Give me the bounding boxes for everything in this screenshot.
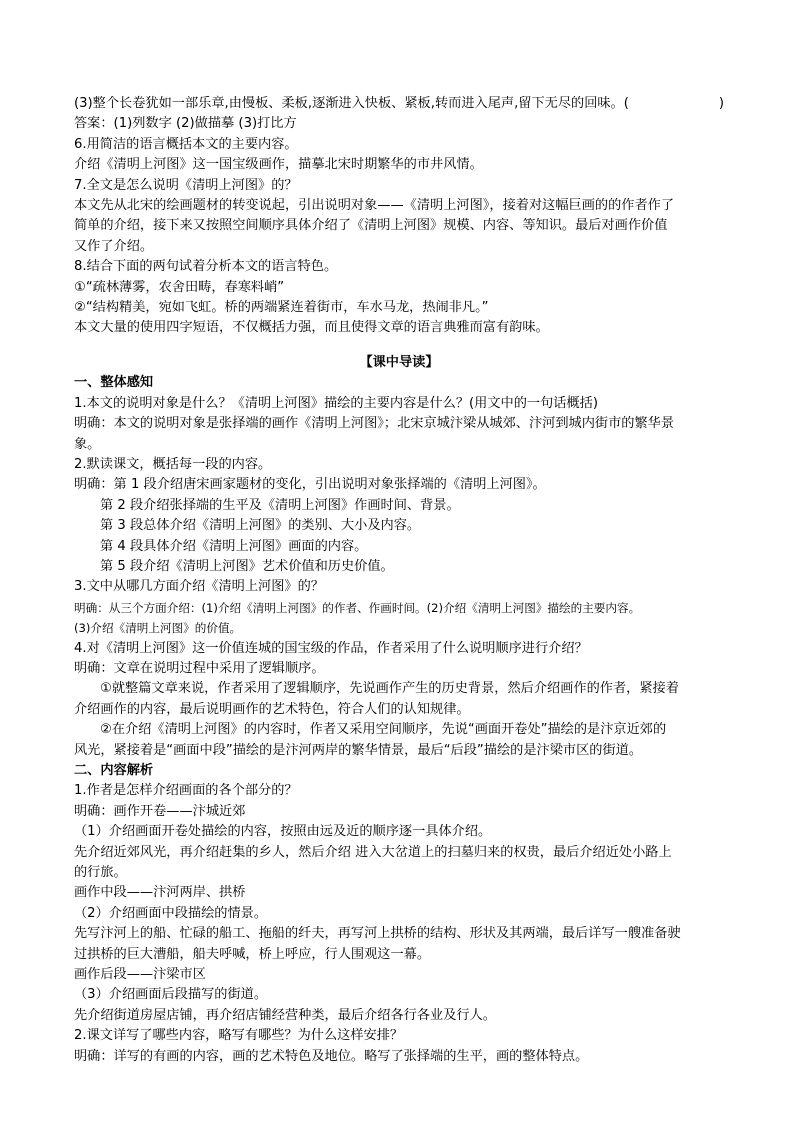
part-1-answer-line: 介绍画作的内容，最后说明画作的艺术特色，符合人们的认知规律。	[74, 701, 470, 717]
answer-line: 答案：(1)列数字 (2)做描摹 (3)打比方	[74, 116, 297, 132]
part-2-question-1: 1.作者是怎样介绍画面的各个部分的？	[74, 783, 298, 799]
part-1-answer-line: 第 5 段介绍《清明上河图》艺术价值和历史价值。	[100, 558, 394, 574]
part-2-answer-line: （1）介绍画面开卷处描绘的内容，按照由远及近的顺序逐一具体介绍。	[74, 824, 492, 840]
question-8-sentence-1: ①“疏林薄雾，农舍田畴，春寒料峭”	[74, 279, 285, 295]
part-1-answer-line: 明确：文章在说明过程中采用了逻辑顺序。	[74, 660, 325, 676]
part-1-answer-line: 第 3 段总体介绍《清明上河图》的类别、大小及内容。	[100, 518, 421, 534]
question-8: 8.结合下面的两句试着分析本文的语言特色。	[74, 259, 338, 275]
part-1-answer-line: 第 2 段介绍张择端的生平及《清明上河图》作画时间、背景。	[100, 497, 460, 513]
question-7-answer-line: 简单的介绍，接下来又按照空间顺序具体介绍了《清明上河图》规模、内容、等知识。最后对画作价值	[74, 218, 668, 234]
part-1-answer-line: (3)介绍《清明上河图》的价值。	[74, 621, 242, 636]
part-2-answer-line: 画作中段——汴河两岸、拱桥	[74, 885, 246, 901]
part-2-question-2: 2.课文详写了哪些内容，略写有哪些？为什么这样安排？	[74, 1028, 404, 1044]
question-7-answer-line: 本文先从北宋的绘画题材的转变说起，引出说明对象——《清明上河图》，接着对这幅巨画的的作者作了	[74, 198, 675, 214]
part-2-answer-line: 先介绍近郊风光，再介绍赶集的乡人，然后介绍 进入大岔道上的扫墓归来的权贵，最后介绍近处小路上	[74, 844, 672, 860]
part-2-answer-line: （2）介绍画面中段描绘的情景。	[74, 905, 268, 921]
answer-blank: )	[718, 96, 724, 111]
part-2-heading: 二、内容解析	[74, 763, 154, 778]
part-2-answer-line: 画作后段——汴梁市区	[74, 967, 206, 983]
question-7-answer-line: 又作了介绍。	[74, 238, 154, 254]
question-8-sentence-2: ②“结构精美，宛如飞虹。桥的两端紧连着街市，车水马龙，热闹非凡。”	[74, 300, 489, 316]
part-1-answer-line: 第 4 段具体介绍《清明上河图》画面的内容。	[100, 538, 368, 554]
part-2-answer-line: 先写汴河上的船、忙碌的船工、拖船的纤夫，再写河上拱桥的结构、形状及其两端，最后详写一艘准备驶	[74, 926, 681, 942]
question-7: 7.全文是怎么说明《清明上河图》的？	[74, 177, 298, 193]
part-2-answer-line: 先介绍街道房屋店铺，再介绍店铺经营种类，最后介绍各行各业及行人。	[74, 1007, 496, 1023]
part-2-answer-line: （3）介绍画面后段描写的街道。	[74, 987, 268, 1003]
part-1-answer-line: ②在介绍《清明上河图》的内容时，作者又采用空间顺序，先说“画面开卷处”描绘的是汴京近郊的	[100, 722, 667, 738]
question-3-text: (3)整个长卷犹如一部乐章,由慢板、柔板,逐渐进入快板、紧板,转而进入尾声,留下无尽的回味。(	[74, 96, 629, 111]
part-1-question-2: 2.默读课文，概括每一段的内容。	[74, 456, 272, 472]
part-1-answer-line: 明确：从三个方面介绍：(1)介绍《清明上河图》的作者、作画时间。(2)介绍《清明上河图》描绘的主要内容。	[74, 600, 641, 615]
section-title: 【课中导读】	[359, 354, 439, 370]
part-1-answer-line: 明确：本文的说明对象是张择端的画作《清明上河图》；北宋京城汴梁从城郊、汴河到城内街市的繁华景	[74, 416, 675, 432]
part-2-answer-line: 明确：画作开卷——汴城近郊	[74, 803, 246, 819]
part-1-question-1: 1.本文的说明对象是什么？《清明上河图》描绘的主要内容是什么？(用文中的一句话概括)	[74, 395, 598, 411]
part-1-answer-line: 象。	[74, 436, 101, 452]
document-body	[74, 94, 724, 1067]
part-1-question-3: 3.文中从哪几方面介绍《清明上河图》的？	[74, 579, 324, 595]
question-6-answer: 介绍《清明上河图》这一国宝级画作，描摹北宋时期繁华的市井风情。	[74, 157, 483, 173]
question-3-line	[74, 94, 724, 114]
part-1-heading: 一、整体感知	[74, 375, 154, 391]
part-1-answer-line: 明确：第 1 段介绍唐宋画家题材的变化，引出说明对象张择端的《清明上河图》。	[74, 477, 546, 493]
question-6: 6.用简洁的语言概括本文的主要内容。	[74, 136, 298, 152]
part-2-answer-line: 明确：详写的有画的内容，画的艺术特色及地位。略写了张择端的生平，画的整体特点。	[74, 1048, 589, 1064]
question-8-answer: 本文大量的使用四字短语，不仅概括力强，而且使得文章的语言典雅而富有韵味。	[74, 320, 549, 336]
part-1-question-4: 4.对《清明上河图》这一价值连城的国宝级的作品，作者采用了什么说明顺序进行介绍？	[74, 640, 588, 656]
part-2-answer-line: 过拱桥的巨大漕船，船夫呼喊，桥上呼应，行人围观这一幕。	[74, 946, 431, 962]
part-1-answer-line: 风光，紧接着是“画面中段”描绘的是汴河两岸的繁华情景，最后“后段”描绘的是汴梁市区的街道。	[74, 742, 643, 758]
part-2-answer-line: 的行旅。	[74, 865, 127, 881]
part-1-answer-line: ①就整篇文章来说，作者采用了逻辑顺序，先说画作产生的历史背景，然后介绍画作的作者，紧接着	[100, 681, 679, 697]
